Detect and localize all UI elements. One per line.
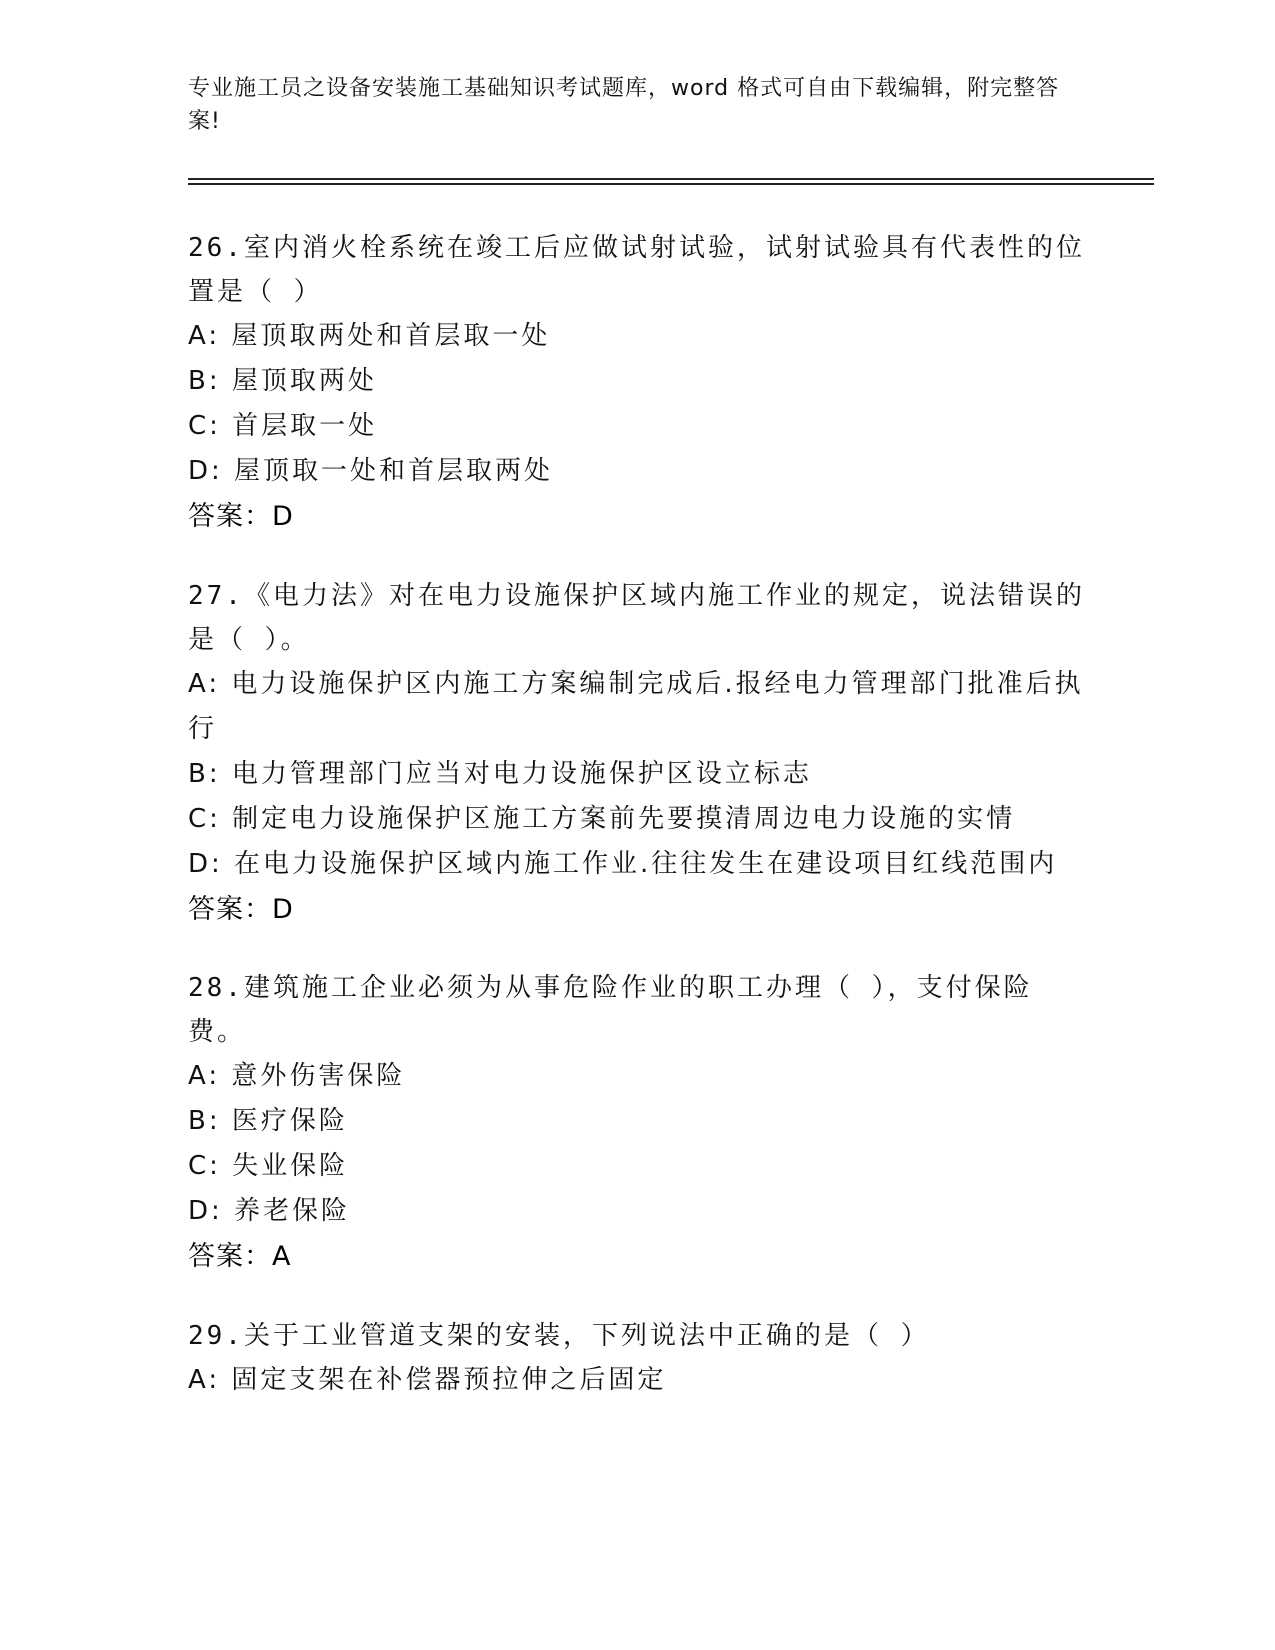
option-b: B: 电力管理部门应当对电力设施保护区设立标志 (188, 759, 812, 789)
option-b: B: 屋顶取两处 (188, 366, 377, 396)
question-stem: 27.《电力法》对在电力设施保护区域内施工作业的规定，说法错误的是（ ）。 (188, 581, 1085, 655)
question-stem: 26.室内消火栓系统在竣工后应做试射试验，试射试验具有代表性的位置是（ ） (188, 233, 1085, 307)
option-a: A: 电力设施保护区内施工方案编制完成后.报经电力管理部门批准后执行 (188, 669, 1084, 744)
option-c: C: 制定电力设施保护区施工方案前先要摸清周边电力设施的实情 (188, 804, 1016, 834)
option-a: A: 屋顶取两处和首层取一处 (188, 321, 551, 351)
document-page (188, 72, 1158, 1395)
option-c: C: 首层取一处 (188, 411, 378, 441)
header-divider-top (188, 178, 1154, 180)
header-divider-bottom (188, 183, 1154, 185)
answer: 答案：D (188, 894, 294, 925)
option-d: D: 屋顶取一处和首层取两处 (188, 456, 554, 486)
answer: 答案：A (188, 1241, 292, 1272)
question-stem: 29.关于工业管道支架的安装，下列说法中正确的是（ ） (188, 1321, 930, 1351)
option-c: C: 失业保险 (188, 1151, 349, 1181)
option-b: B: 医疗保险 (188, 1106, 348, 1136)
question-29 (188, 1314, 1088, 1403)
question-26 (188, 226, 1088, 539)
question-27 (188, 574, 1088, 932)
answer: 答案：D (188, 501, 294, 532)
option-d: D: 在电力设施保护区域内施工作业.往往发生在建设项目红线范围内 (188, 849, 1058, 879)
option-a: A: 意外伤害保险 (188, 1061, 406, 1091)
question-28 (188, 966, 1088, 1279)
option-a: A: 固定支架在补偿器预拉伸之后固定 (188, 1365, 667, 1395)
option-d: D: 养老保险 (188, 1196, 351, 1226)
document-header: 专业施工员之设备安装施工基础知识考试题库，word 格式可自由下载编辑，附完整答案! (188, 76, 1060, 134)
question-stem: 28.建筑施工企业必须为从事危险作业的职工办理（ ），支付保险费。 (188, 973, 1033, 1047)
